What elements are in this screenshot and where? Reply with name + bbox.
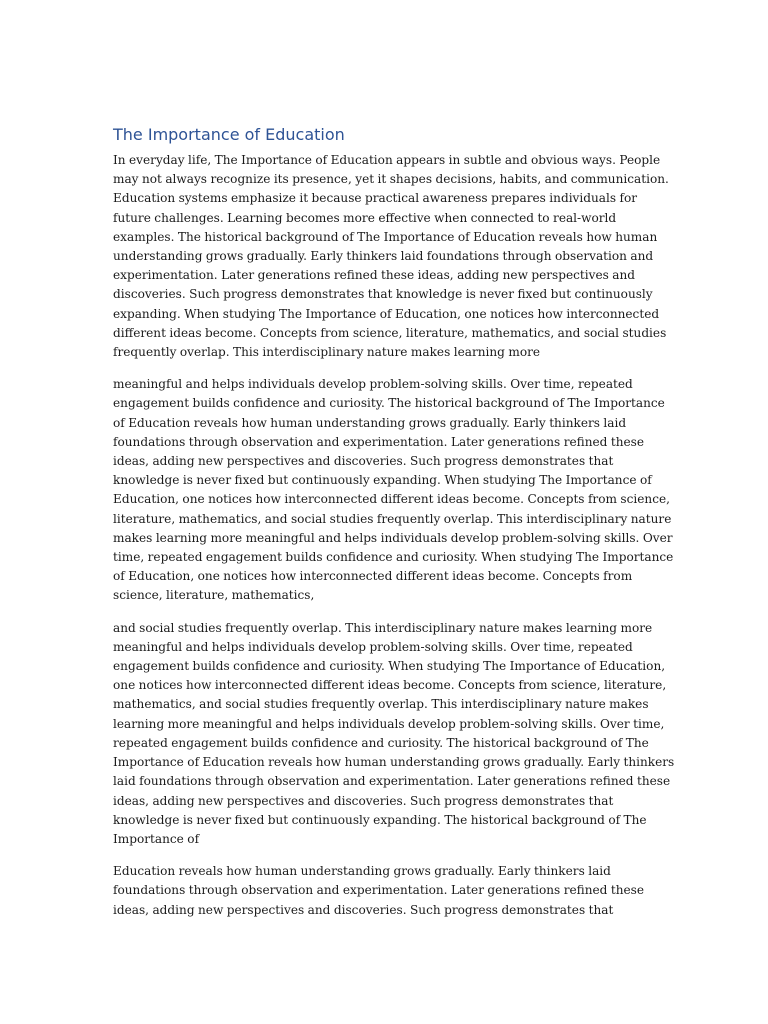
paragraph-line: understanding grows gradually. Early thinkers laid foundations through observation and bbox=[113, 249, 654, 264]
paragraph-line: different ideas become. Concepts from science, literature, mathematics, and social studies bbox=[113, 325, 667, 340]
document-body bbox=[113, 124, 675, 933]
paragraph-line: of Education reveals how human understanding grows gradually. Early thinkers laid bbox=[113, 415, 627, 430]
paragraph bbox=[113, 619, 675, 849]
paragraph-line: engagement builds confidence and curiosity. The historical background of The Importance bbox=[113, 396, 665, 411]
paragraph bbox=[113, 151, 669, 362]
paragraph-line: makes learning more meaningful and helps individuals develop problem-solving skills. Over bbox=[113, 530, 673, 545]
paragraph-line: Education systems emphasize it because practical awareness prepares individuals for bbox=[113, 191, 638, 206]
paragraph-line: future challenges. Learning becomes more effective when connected to real-world bbox=[113, 210, 617, 225]
paragraph-line: and social studies frequently overlap. This interdisciplinary nature makes learning more bbox=[113, 620, 653, 635]
paragraph-line: learning more meaningful and helps individuals develop problem-solving skills. Over time, bbox=[113, 716, 665, 731]
paragraph-list bbox=[113, 151, 675, 920]
paragraph-line: frequently overlap. This interdisciplinary nature makes learning more bbox=[113, 345, 541, 360]
paragraph-line: examples. The historical background of The Importance of Education reveals how human bbox=[113, 229, 658, 244]
paragraph-line: literature, mathematics, and social studies frequently overlap. This interdisciplinary nature bbox=[113, 511, 672, 526]
paragraph-line: meaningful and helps individuals develop problem-solving skills. Over time, repeated bbox=[113, 639, 633, 654]
paragraph-line: ideas, adding new perspectives and discoveries. Such progress demonstrates that bbox=[113, 793, 614, 808]
paragraph-line: foundations through observation and experimentation. Later generations refined these bbox=[113, 883, 645, 898]
paragraph-line: expanding. When studying The Importance of Education, one notices how interconnected bbox=[113, 306, 660, 321]
paragraph-line: discoveries. Such progress demonstrates that knowledge is never fixed but continuously bbox=[113, 287, 653, 302]
paragraph-line: laid foundations through observation and experimentation. Later generations refined these bbox=[113, 774, 671, 789]
paragraph-line: In everyday life, The Importance of Education appears in subtle and obvious ways. People bbox=[113, 153, 661, 167]
paragraph-line: Importance of bbox=[113, 831, 200, 846]
document-title: The Importance of Education bbox=[113, 125, 345, 144]
paragraph-line: Education, one notices how interconnected different ideas become. Concepts from science, bbox=[113, 492, 670, 507]
paragraph bbox=[113, 862, 661, 920]
paragraph bbox=[113, 375, 674, 605]
paragraph-line: time, repeated engagement builds confidence and curiosity. When studying The Importance bbox=[113, 550, 674, 565]
paragraph-line: repeated engagement builds confidence and curiosity. The historical background of The bbox=[113, 735, 649, 750]
paragraph-line: mathematics, and social studies frequently overlap. This interdisciplinary nature makes bbox=[113, 697, 649, 712]
paragraph-line: ideas, adding new perspectives and discoveries. Such progress demonstrates that bbox=[113, 454, 614, 469]
paragraph-line: meaningful and helps individuals develop problem-solving skills. Over time, repeated bbox=[113, 377, 633, 392]
paragraph-line: Education reveals how human understanding grows gradually. Early thinkers laid bbox=[113, 864, 611, 879]
paragraph-line: of Education, one notices how interconnected different ideas become. Concepts from bbox=[113, 569, 633, 584]
paragraph-line: ideas, adding new perspectives and discoveries. Such progress demonstrates that bbox=[113, 902, 614, 917]
paragraph-line: experimentation. Later generations refined these ideas, adding new perspectives and bbox=[113, 268, 636, 283]
paragraph-line: engagement builds confidence and curiosity. When studying The Importance of Education, bbox=[113, 659, 666, 674]
paragraph-line: knowledge is never fixed but continuously expanding. When studying The Importance of bbox=[113, 473, 652, 488]
paragraph-line: one notices how interconnected different ideas become. Concepts from science, literature, bbox=[113, 678, 667, 693]
paragraph-line: foundations through observation and experimentation. Later generations refined these bbox=[113, 434, 645, 449]
paragraph-line: may not always recognize its presence, yet it shapes decisions, habits, and communication. bbox=[113, 172, 669, 187]
paragraph-line: science, literature, mathematics, bbox=[113, 588, 315, 603]
paragraph-line: knowledge is never fixed but continuously expanding. The historical background of The bbox=[113, 812, 647, 827]
paragraph-line: Importance of Education reveals how human understanding grows gradually. Early thinkers bbox=[113, 755, 675, 770]
